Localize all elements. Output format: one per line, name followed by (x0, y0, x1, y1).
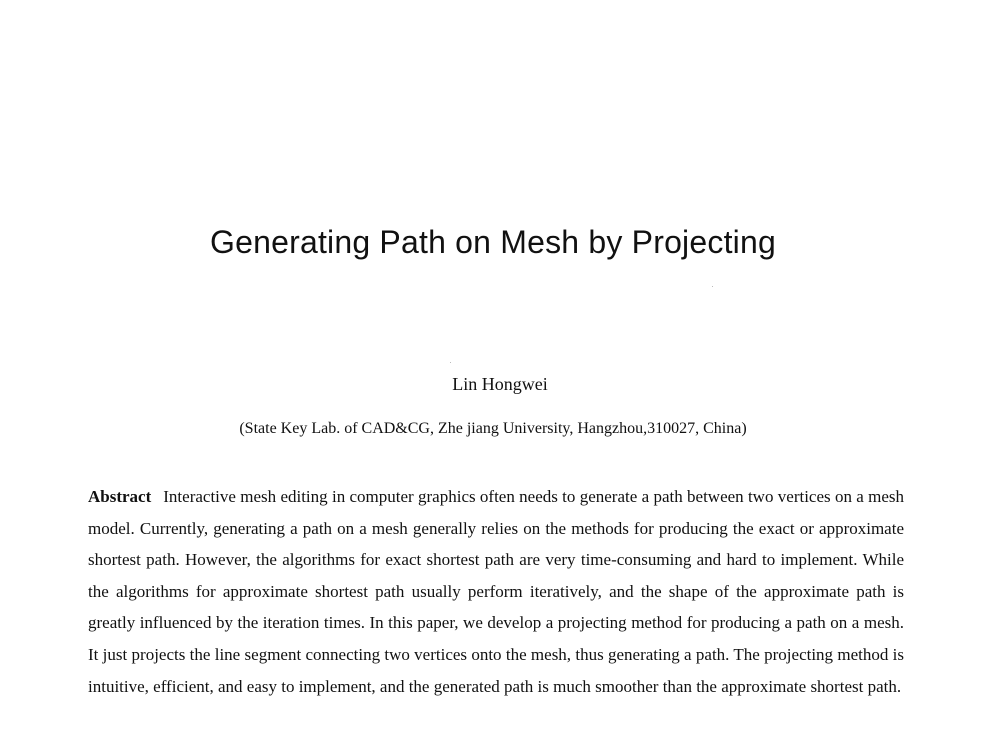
abstract-text: Interactive mesh editing in computer graphics often needs to generate a path between two vertices on a mesh model. Currently, generating a path on a mesh generally relies on the methods for producing the exact or approximate shortest path. However, the algorithms for exact shortest path are very time-consuming and hard to implement. While the algorithms for approximate shortest path usually perform iteratively, and the shape of the approximate path is greatly influenced by the iteration times. In this paper, we develop a projecting method for producing a path on a mesh. It just projects the line segment connecting two vertices onto the mesh, thus generating a path. The projecting method is intuitive, efficient, and easy to implement, and the generated path is much smoother than the approximate shortest path. (88, 487, 904, 696)
scan-speck (712, 286, 713, 287)
abstract-paragraph (88, 481, 904, 702)
scan-speck (450, 362, 451, 363)
author-name: Lin Hongwei (452, 374, 548, 394)
paper-title: Generating Path on Mesh by Projecting (210, 224, 776, 260)
abstract-label: Abstract (88, 487, 152, 506)
author-affiliation: (State Key Lab. of CAD&CG, Zhe jiang University, Hangzhou,310027, China) (239, 420, 747, 437)
